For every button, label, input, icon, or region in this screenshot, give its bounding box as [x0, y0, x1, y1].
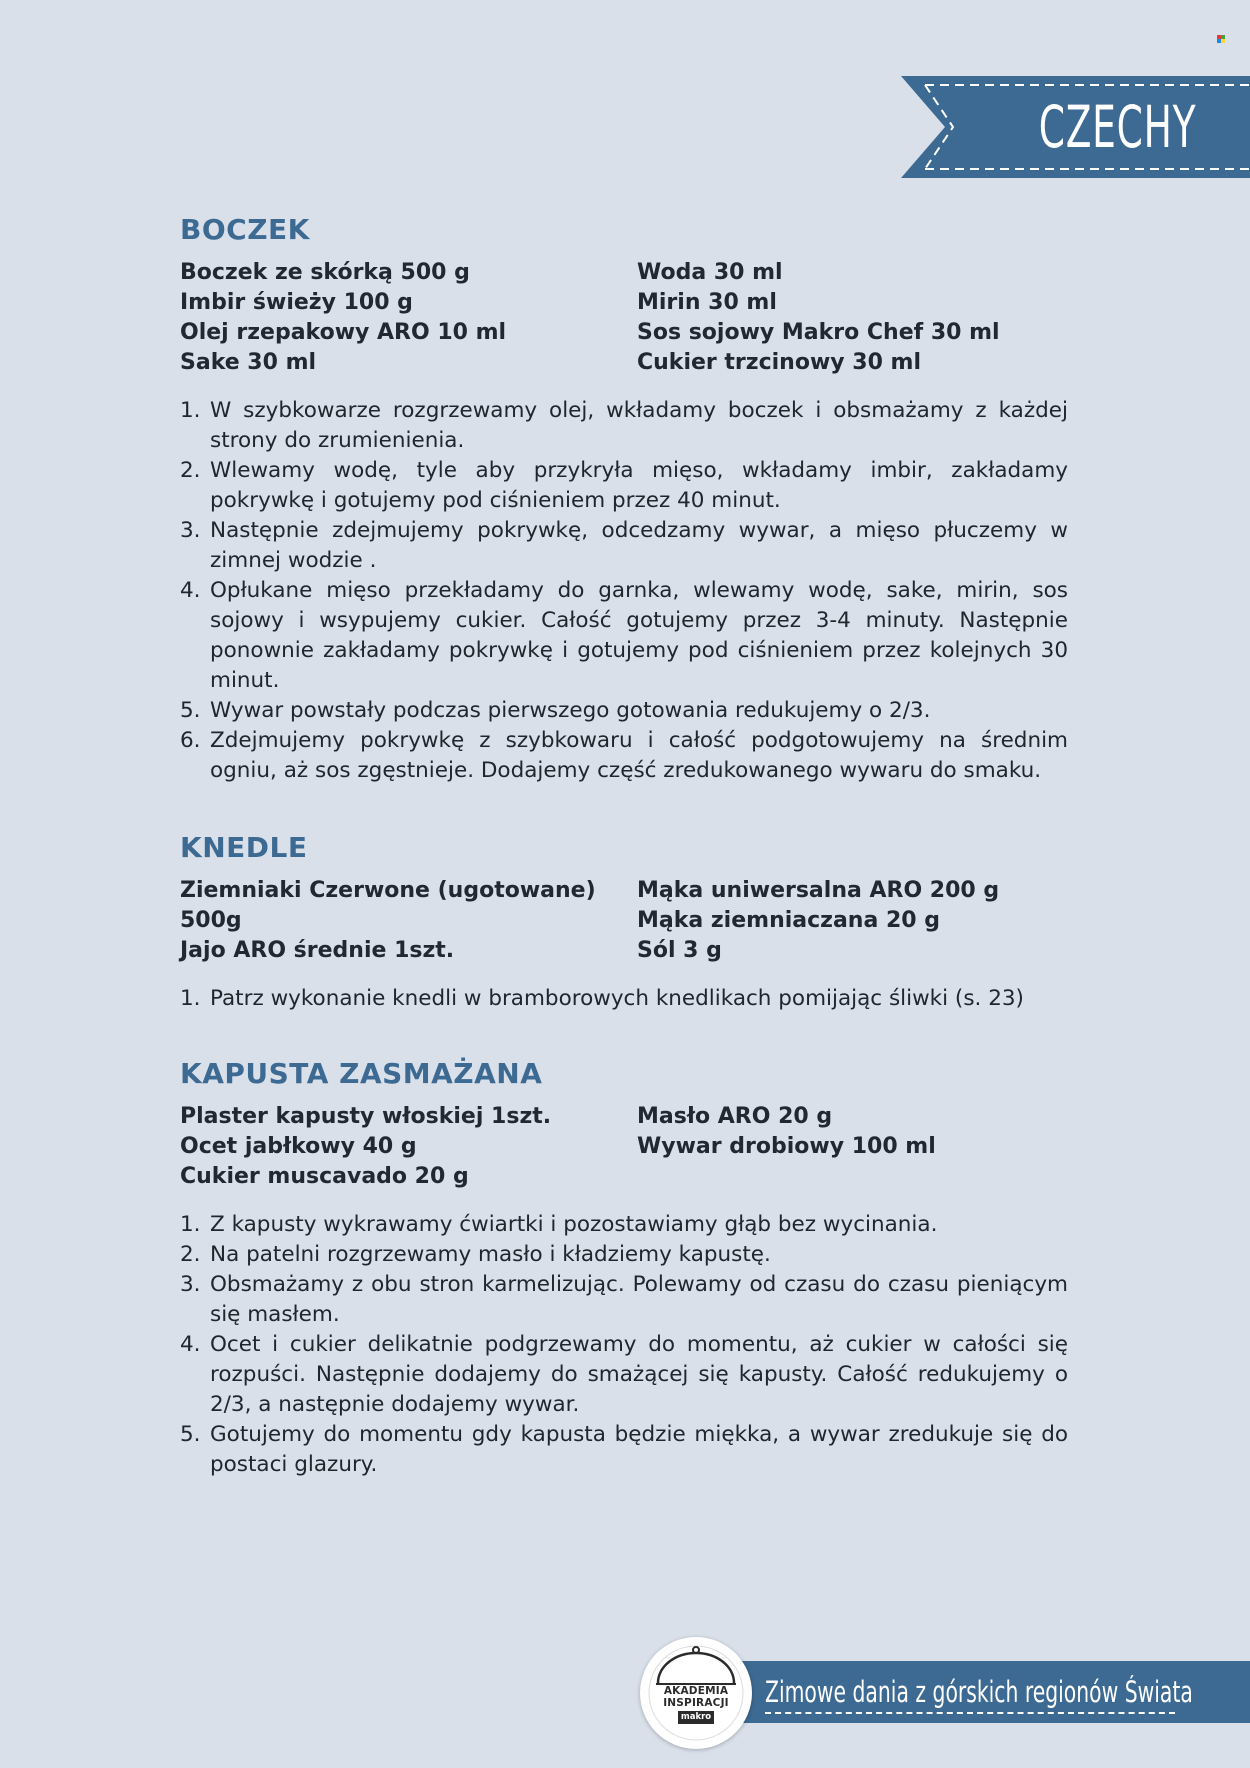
step-number: 2.	[180, 1242, 201, 1267]
footer-divider	[765, 1712, 1175, 1714]
ingredient-item: Mąka uniwersalna ARO 200 g	[637, 878, 1000, 903]
ingredient-item: Mąka ziemniaczana 20 g	[637, 908, 940, 933]
ingredient-item: Sos sojowy Makro Chef 30 ml	[637, 320, 1000, 345]
ingredient-item: Ziemniaki Czerwone (ugotowane)	[180, 878, 596, 903]
step-number: 3.	[180, 518, 201, 543]
ingredient-item: Cukier muscavado 20 g	[180, 1164, 469, 1189]
steps-knedle	[180, 984, 1068, 1014]
corner-dots-icon	[1217, 35, 1225, 43]
ingredient-item: Wywar drobiowy 100 ml	[637, 1134, 936, 1159]
step-text: Wywar powstały podczas pierwszego gotowania redukujemy o 2/3.	[210, 698, 931, 723]
ingredient-item: Mirin 30 ml	[637, 290, 777, 315]
step-item	[180, 396, 1068, 456]
ingredients-right	[637, 258, 1068, 378]
steps-boczek	[180, 396, 1068, 786]
step-text: Następnie zdejmujemy pokrywkę, odcedzamy wywar, a mięso płuczemy w zimnej wodzie .	[210, 518, 1068, 573]
step-text: Obsmażamy z obu stron karmelizując. Polewamy od czasu do czasu pieniącym się masłem.	[210, 1272, 1068, 1327]
step-number: 5.	[180, 1422, 201, 1447]
step-item	[180, 576, 1068, 696]
ingredient-item: Sake 30 ml	[180, 350, 317, 375]
ingredient-item: Sól 3 g	[637, 938, 722, 963]
step-item	[180, 1270, 1068, 1330]
page-title: CZECHY	[1038, 93, 1197, 161]
section-title-knedle: KNEDLE	[180, 831, 308, 864]
ingredients-left	[180, 258, 637, 378]
ingredient-item: Jajo ARO średnie 1szt.	[180, 938, 455, 963]
ingredients-kapusta	[180, 1102, 1068, 1192]
ingredient-item: 500g	[180, 908, 242, 933]
ingredient-item: Ocet jabłkowy 40 g	[180, 1134, 417, 1159]
step-text: Opłukane mięso przekładamy do garnka, wlewamy wodę, sake, mirin, sos sojowy i wsypujemy cukier. Całość gotujemy przez 3-4 minuty. Następnie ponownie zakładamy pokrywkę i gotujemy pod ciśnieniem przez kolejnych 30 minut.	[210, 578, 1068, 693]
ingredients-left	[180, 876, 637, 966]
ingredients-right	[637, 876, 1068, 966]
step-number: 4.	[180, 578, 201, 603]
step-text: Wlewamy wodę, tyle aby przykryła mięso, wkładamy imbir, zakładamy pokrywkę i gotujemy pod ciśnieniem przez 40 minut.	[210, 458, 1068, 513]
section-title-kapusta: KAPUSTA ZASMAŻANA	[180, 1057, 543, 1090]
step-item	[180, 696, 1068, 726]
logo-line1: AKADEMIA	[663, 1685, 729, 1697]
step-item	[180, 726, 1068, 786]
recipe-kapusta	[180, 1056, 1068, 1480]
recipe-knedle	[180, 830, 1068, 1014]
step-text: Na patelni rozgrzewamy masło i kładziemy kapustę.	[210, 1242, 771, 1267]
step-number: 6.	[180, 728, 201, 753]
ingredients-boczek	[180, 258, 1068, 378]
ingredients-right	[637, 1102, 1068, 1192]
step-number: 1.	[180, 398, 201, 423]
section-title-boczek: BOCZEK	[180, 213, 310, 246]
step-text: Z kapusty wykrawamy ćwiartki i pozostawiamy głąb bez wycinania.	[210, 1212, 938, 1237]
step-item	[180, 516, 1068, 576]
step-text: Zdejmujemy pokrywkę z szybkowaru i całość podgotowujemy na średnim ogniu, aż sos zgęstnieje. Dodajemy część zredukowanego wywaru do smaku.	[210, 728, 1068, 783]
ingredient-item: Plaster kapusty włoskiej 1szt.	[180, 1104, 552, 1129]
step-number: 1.	[180, 1212, 201, 1237]
step-text: Gotujemy do momentu gdy kapusta będzie miękka, a wywar zredukuje się do postaci glazury.	[210, 1422, 1068, 1477]
ingredient-item: Masło ARO 20 g	[637, 1104, 833, 1129]
step-item	[180, 1240, 1068, 1270]
recipe-content	[180, 212, 1068, 1480]
akademia-logo	[640, 1637, 752, 1749]
step-number: 4.	[180, 1332, 201, 1357]
step-item	[180, 456, 1068, 516]
step-item	[180, 984, 1068, 1014]
step-item	[180, 1210, 1068, 1240]
step-item	[180, 1330, 1068, 1420]
step-item	[180, 1420, 1068, 1480]
step-text: Patrz wykonanie knedli w bramborowych knedlikach pomijając śliwki (s. 23)	[210, 986, 1024, 1011]
step-number: 1.	[180, 986, 201, 1011]
recipe-boczek	[180, 212, 1068, 786]
step-number: 3.	[180, 1272, 201, 1297]
logo-brand: makro	[678, 1711, 714, 1724]
step-text: W szybkowarze rozgrzewamy olej, wkładamy boczek i obsmażamy z każdej strony do zrumienienia.	[210, 398, 1068, 453]
ingredient-item: Boczek ze skórką 500 g	[180, 260, 470, 285]
ingredient-item: Woda 30 ml	[637, 260, 783, 285]
ingredient-item: Cukier trzcinowy 30 ml	[637, 350, 922, 375]
ingredient-item: Olej rzepakowy ARO 10 ml	[180, 320, 507, 345]
ingredient-item: Imbir świeży 100 g	[180, 290, 413, 315]
step-number: 5.	[180, 698, 201, 723]
ingredients-knedle	[180, 876, 1068, 966]
step-text: Ocet i cukier delikatnie podgrzewamy do momentu, aż cukier w całości się rozpuści. Następnie dodajemy do smażącej się kapusty. Całość redukujemy o 2/3, a następnie dodajemy wywar.	[210, 1332, 1068, 1417]
footer-tagline: Zimowe dania z górskich regionów Świata	[765, 1675, 1193, 1709]
ingredients-left	[180, 1102, 637, 1192]
step-number: 2.	[180, 458, 201, 483]
steps-kapusta	[180, 1210, 1068, 1480]
logo-line2: INSPIRACJI	[663, 1697, 729, 1709]
